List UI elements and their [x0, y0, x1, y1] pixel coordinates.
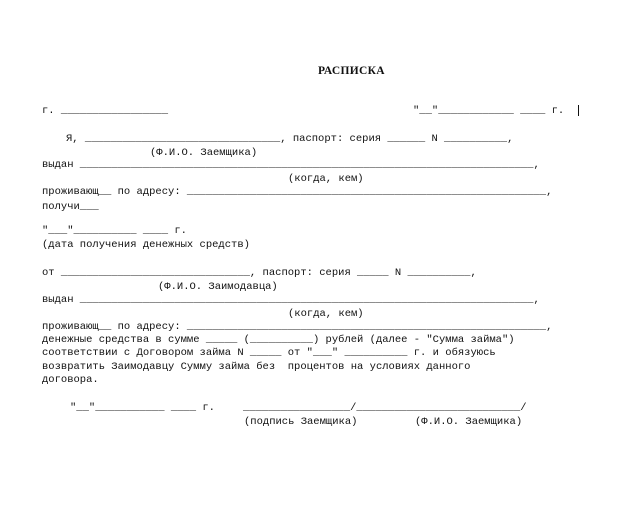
- receipt-date-caption: (дата получения денежных средств): [42, 239, 250, 251]
- body-line-4: договора.: [42, 374, 99, 386]
- borrower-line: Я, _______________________________, паспорт: серия ______ N __________,: [66, 133, 514, 145]
- document-title: РАСПИСКА: [318, 65, 385, 77]
- signature-fields: _________________/__________________________/: [243, 402, 527, 414]
- borrower-issued-caption: (когда, кем): [288, 173, 364, 185]
- borrower-address-line: проживающ__ по адресу: _________________________________________________________,: [42, 186, 553, 198]
- received-line: получи___: [42, 201, 99, 213]
- signature-caption: (подпись Заемщика): [244, 416, 358, 428]
- lender-caption: (Ф.И.О. Заимодавца): [158, 281, 278, 293]
- city-line: г. _________________: [42, 105, 169, 117]
- date-line: "__"____________ ____ г.: [413, 105, 565, 117]
- body-line-3: возвратить Заимодавцу Сумму займа без процентов на условиях данного: [42, 361, 471, 373]
- text-cursor: [578, 105, 579, 116]
- body-line-2: соответствии с Договором займа N _____ от "___" __________ г. и обязуюсь: [42, 347, 496, 359]
- lender-address-line: проживающ__ по адресу: _________________________________________________________,: [42, 321, 553, 333]
- signature-date: "__"___________ ____ г.: [70, 402, 215, 414]
- borrower-caption: (Ф.И.О. Заемщика): [150, 147, 258, 159]
- borrower-issued-line: выдан ________________________________________________________________________,: [42, 159, 540, 171]
- borrower-name-caption: (Ф.И.О. Заемщика): [415, 416, 523, 428]
- lender-issued-line: выдан ________________________________________________________________________,: [42, 294, 540, 306]
- body-line-1: денежные средства в сумме _____ (__________) рублей (далее - "Сумма займа"): [42, 334, 515, 346]
- receipt-date-line: "___"__________ ____ г.: [42, 225, 187, 237]
- lender-issued-caption: (когда, кем): [288, 308, 364, 320]
- lender-line: от ______________________________, паспорт: серия _____ N __________,: [42, 267, 477, 279]
